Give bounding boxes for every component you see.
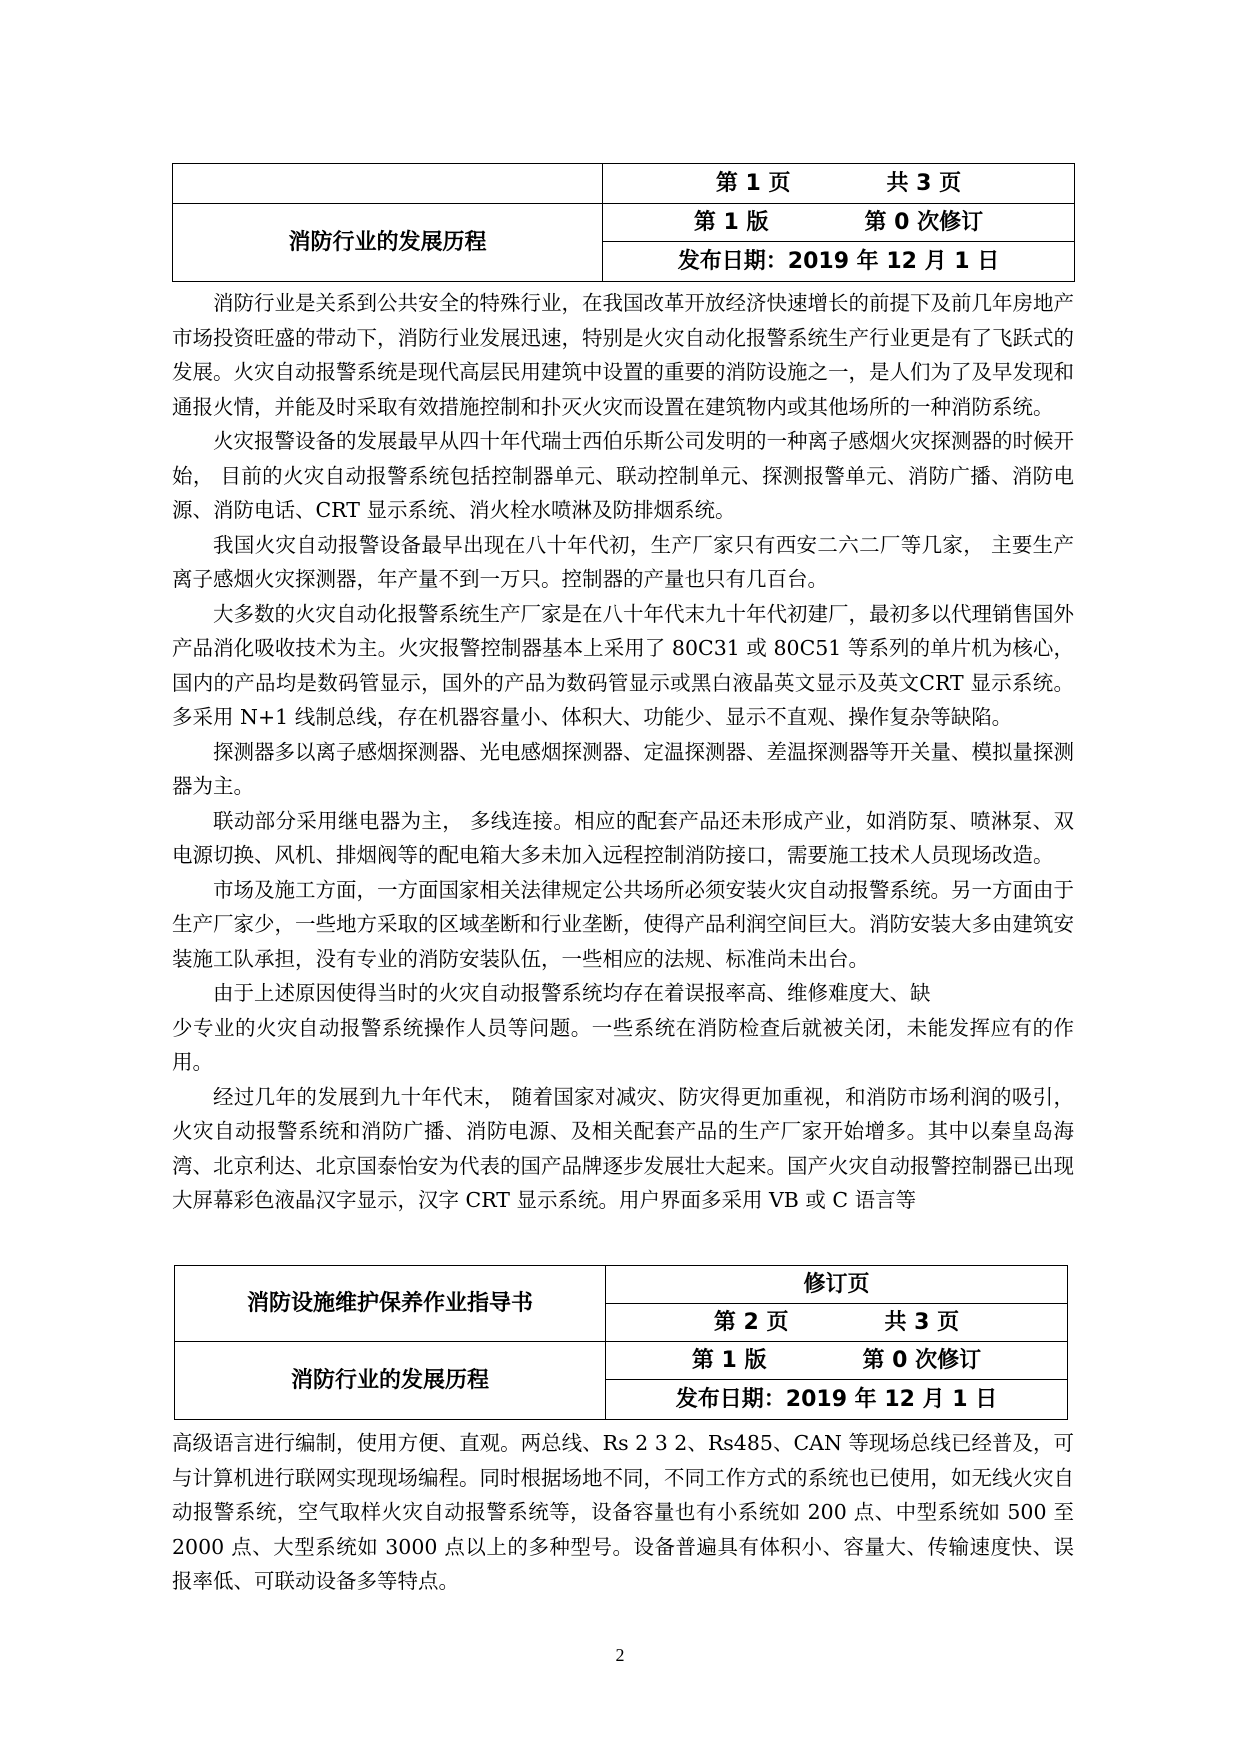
- page-count-cell: [603, 164, 1075, 204]
- doc-series-title: 消防设施维护保养作业指导书: [175, 1266, 606, 1342]
- continuation-text: [172, 1426, 1074, 1599]
- header-table-2: [174, 1265, 1068, 1420]
- paragraph: 市场及施工方面，一方面国家相关法律规定公共场所必须安装火灾自动报警系统。另一方面由于生产厂家少，一些地方采取的区域垄断和行业垄断，使得产品利润空间巨大。消防安装大多由建筑安装施工队承担，没有专业的消防安装队伍，一些相应的法规、标准尚未出台。: [172, 877, 1074, 971]
- paragraph: 探测器多以离子感烟探测器、光电感烟探测器、定温探测器、差温探测器等开关量、模拟量探测器为主。: [172, 739, 1074, 798]
- paragraph: 由于上述原因使得当时的火灾自动报警系统均存在着误报率高、维修难度大、缺: [213, 981, 931, 1005]
- paragraph: 我国火灾自动报警设备最早出现在八十年代初，生产厂家只有西安二六二厂等几家， 主要生产离子感烟火灾探测器，年产量不到一万只。控制器的产量也只有几百台。: [172, 532, 1074, 591]
- paragraph: 消防行业是关系到公共安全的特殊行业，在我国改革开放经济快速增长的前提下及前几年房地产市场投资旺盛的带动下，消防行业发展迅速，特别是火灾自动化报警系统生产行业更是有了飞跃式的发展。火灾自动报警系统是现代高层民用建筑中设置的重要的消防设施之一，是人们为了及早发现和通报火情，并能及时采取有效措施控制和扑灭火灾而设置在建筑物内或其他场所的一种消防系统。: [172, 291, 1074, 419]
- revision-label: 第 0 次修订: [864, 209, 984, 235]
- version-cell: [606, 1342, 1068, 1380]
- paragraph: 高级语言进行编制，使用方便、直观。两总线、Rs 2 3 2、Rs485、CAN 等现场总线已经普及，可与计算机进行联网实现现场编程。同时根据场地不同，不同工作方式的系统也已使用，如无线火灾自动报警系统，空气取样火灾自动报警系统等，设备容量也有小系统如 200 点、中型系统如 500 至 2000 点、大型系统如 3000 点以上的多种型号。设备普遍具有体积小、容量大、传输速度快、误报率低、可联动设备多等特点。: [172, 1431, 1074, 1593]
- paragraph: 火灾报警设备的发展最早从四十年代瑞士西伯乐斯公司发明的一种离子感烟火灾探测器的时候开始， 目前的火灾自动报警系统包括控制器单元、联动控制单元、探测报警单元、消防广播、消防电源、消防电话、CRT 显示系统、消火栓水喷淋及防排烟系统。: [172, 429, 1074, 522]
- body-text: [172, 286, 1074, 1218]
- total-pages-label: 共 3 页: [886, 170, 962, 196]
- document-title: 消防行业的发展历程: [175, 1342, 606, 1420]
- paragraph: 联动部分采用继电器为主， 多线连接。相应的配套产品还未形成产业，如消防泵、喷淋泵、双电源切换、风机、排烟阀等的配电箱大多未加入远程控制消防接口，需要施工技术人员现场改造。: [172, 808, 1074, 867]
- publish-date: 发布日期：2019 年 12 月 1 日: [603, 242, 1075, 282]
- page-number: 2: [615, 1645, 625, 1665]
- total-pages-label: 共 3 页: [884, 1309, 960, 1335]
- version-cell: [603, 204, 1075, 242]
- page-count-cell: [606, 1304, 1068, 1342]
- header-table-1: [172, 163, 1075, 282]
- revision-page-label: 修订页: [606, 1266, 1068, 1304]
- paragraph: 少专业的火灾自动报警系统操作人员等问题。一些系统在消防检查后就被关闭，未能发挥应有的作用。: [172, 1015, 1074, 1074]
- paragraph: 大多数的火灾自动化报警系统生产厂家是在八十年代末九十年代初建厂，最初多以代理销售国外产品消化吸收技术为主。火灾报警控制器基本上采用了 80C31 或 80C51 等系列的单片机为核心，国内的产品均是数码管显示，国外的产品为数码管显示或黑白液晶英文显示及英文CRT 显示系统。多采用 N+1 线制总线，存在机器容量小、体积大、功能少、显示不直观、操作复杂等缺陷。: [172, 601, 1074, 729]
- header-empty-cell: [173, 164, 603, 204]
- page-label: 第 2 页: [713, 1309, 789, 1335]
- revision-label: 第 0 次修订: [862, 1347, 982, 1373]
- version-label: 第 1 版: [693, 209, 769, 235]
- page-label: 第 1 页: [715, 170, 791, 196]
- document-title: 消防行业的发展历程: [173, 204, 603, 282]
- paragraph: 经过几年的发展到九十年代末， 随着国家对减灾、防灾得更加重视，和消防市场利润的吸引，火灾自动报警系统和消防广播、消防电源、及相关配套产品的生产厂家开始增多。其中以秦皇岛海湾、北京利达、北京国泰怡安为代表的国产品牌逐步发展壮大起来。国产火灾自动报警控制器已出现大屏幕彩色液晶汉字显示，汉字 CRT 显示系统。用户界面多采用 VB 或 C 语言等: [172, 1084, 1074, 1212]
- version-label: 第 1 版: [691, 1347, 767, 1373]
- publish-date: 发布日期：2019 年 12 月 1 日: [606, 1380, 1068, 1420]
